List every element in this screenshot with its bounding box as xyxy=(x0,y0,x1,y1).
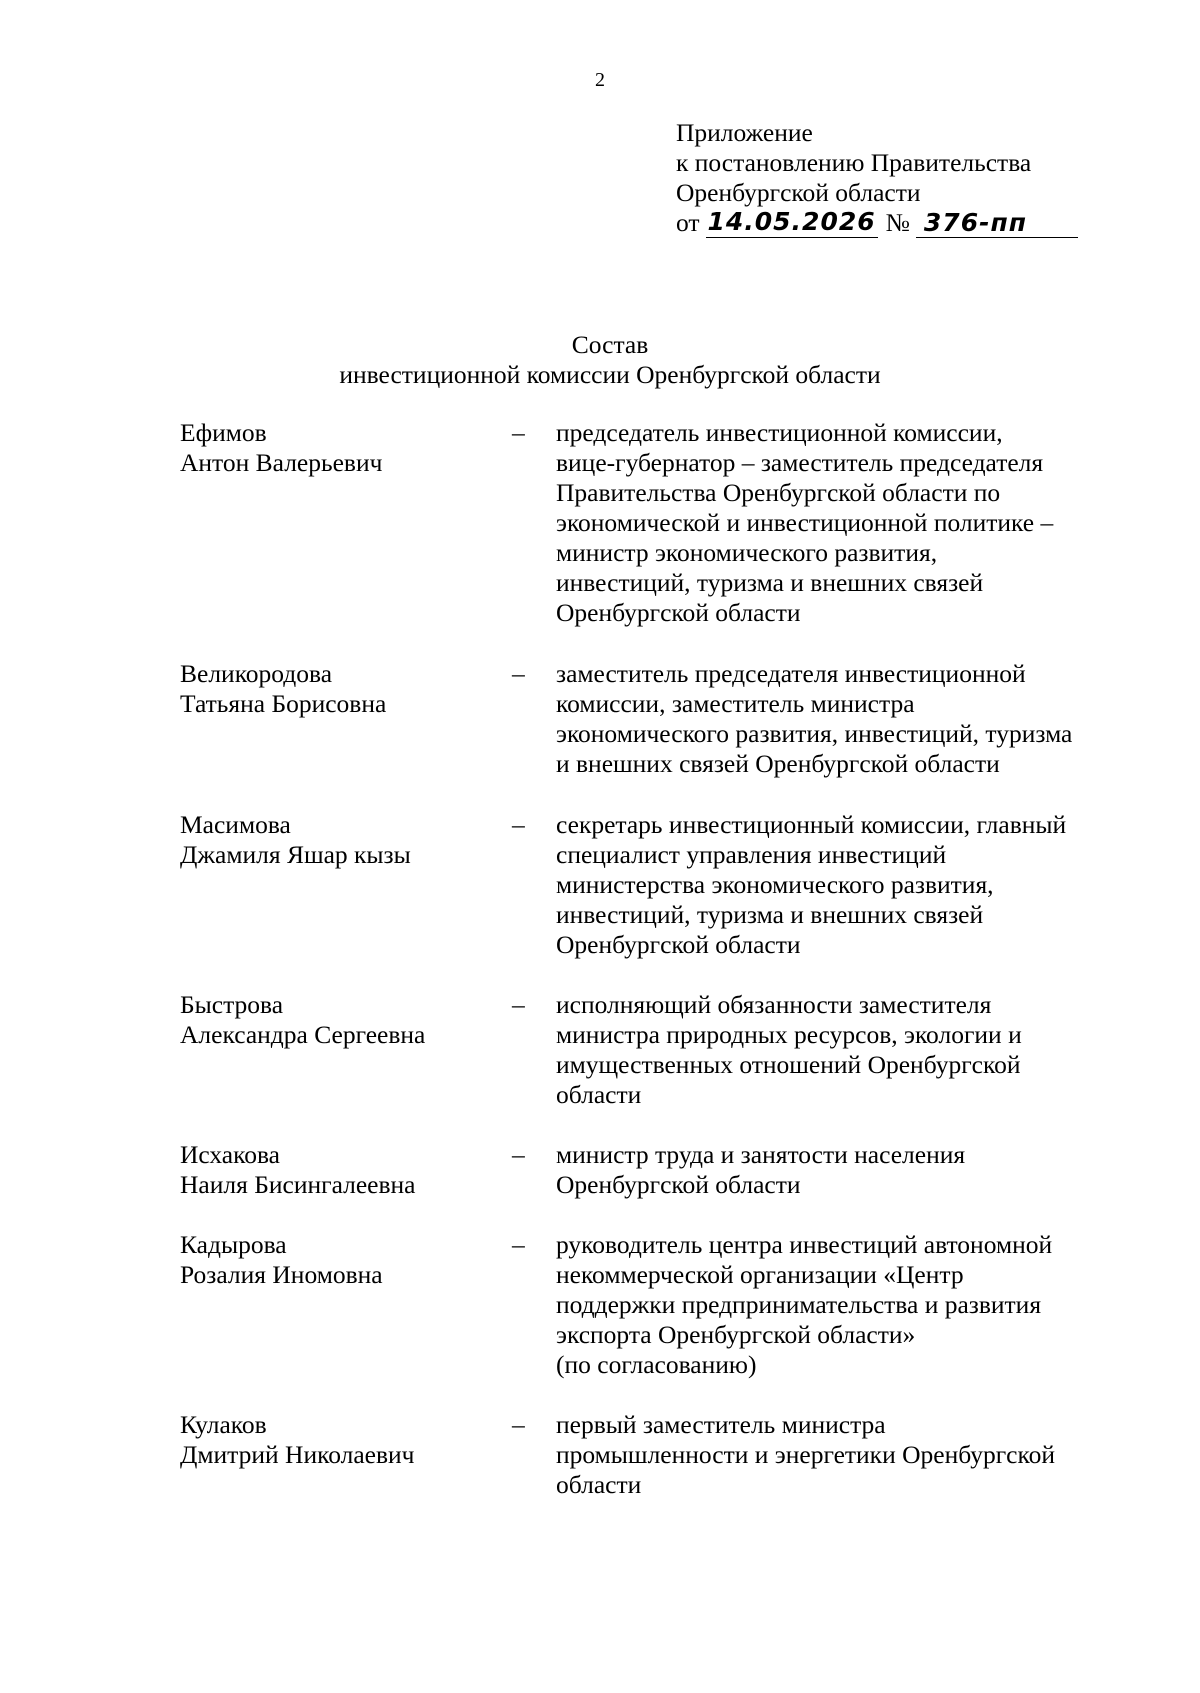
appendix-heading: Приложение xyxy=(676,118,813,147)
dash-separator: – xyxy=(512,1410,525,1439)
page-number: 2 xyxy=(595,69,605,91)
member-role: министр труда и занятости населения Оренбургской области xyxy=(556,1140,966,1199)
title-line-2: инвестиционной комиссии Оренбургской области xyxy=(339,360,881,389)
member-name xyxy=(180,418,500,478)
member-name xyxy=(180,990,500,1050)
dash-separator: – xyxy=(512,418,525,447)
appendix-region-line: Оренбургской области xyxy=(676,178,921,207)
member-surname: Кадырова xyxy=(180,1230,287,1259)
number-label: № xyxy=(885,208,910,237)
handwritten-number: 376-пп xyxy=(916,210,1078,238)
member-surname: Исхакова xyxy=(180,1140,280,1169)
member-surname: Великородова xyxy=(180,659,333,688)
dash-separator: – xyxy=(512,659,525,688)
member-given-name: Антон Валерьевич xyxy=(180,448,383,477)
dash-separator: – xyxy=(512,1140,525,1169)
member-name xyxy=(180,659,500,719)
member-given-name: Джамиля Яшар кызы xyxy=(180,840,411,869)
member-given-name: Наиля Бисингалеевна xyxy=(180,1170,416,1199)
member-role: секретарь инвестиционный комиссии, главный специалист управления инвестиций министерства экономического развития, инвестиций, туризма и внешних связей Оренбургской области xyxy=(556,810,1067,959)
member-role: первый заместитель министра промышленности и энергетики Оренбургской области xyxy=(556,1410,1055,1499)
member-role: председатель инвестиционной комиссии, вице-губернатор – заместитель председателя Правительства Оренбургской области по экономической и инвестиционной политике – министр экономического развития, инвестиций, туризма и внешних связей Оренбургской области xyxy=(556,418,1054,627)
member-name xyxy=(180,1410,500,1470)
member-given-name: Татьяна Борисовна xyxy=(180,689,387,718)
member-surname: Масимова xyxy=(180,810,291,839)
member-given-name: Дмитрий Николаевич xyxy=(180,1440,415,1469)
dash-separator: – xyxy=(512,990,525,1019)
member-name xyxy=(180,1230,500,1290)
member-role: руководитель центра инвестиций автономной некоммерческой организации «Центр поддержки предпринимательства и развития экспорта Оренбургской области» (по согласованию) xyxy=(556,1230,1053,1379)
member-role: исполняющий обязанности заместителя министра природных ресурсов, экологии и имущественных отношений Оренбургской области xyxy=(556,990,1022,1109)
member-surname: Ефимов xyxy=(180,418,267,447)
appendix-block xyxy=(676,118,1156,238)
member-given-name: Александра Сергеевна xyxy=(180,1020,426,1049)
member-given-name: Розалия Иномовна xyxy=(180,1260,383,1289)
member-name xyxy=(180,810,500,870)
title-line-1: Состав xyxy=(571,330,649,359)
member-surname: Кулаков xyxy=(180,1410,267,1439)
from-label: от xyxy=(676,208,700,237)
member-name xyxy=(180,1140,500,1200)
document-title xyxy=(0,330,1200,390)
resolution-date-number-line xyxy=(676,208,1156,238)
member-role: заместитель председателя инвестиционной комиссии, заместитель министра экономического развития, инвестиций, туризма и внешних связей Оренбургской области xyxy=(556,659,1073,778)
dash-separator: – xyxy=(512,810,525,839)
handwritten-date: 14.05.2026 xyxy=(707,207,876,236)
member-surname: Быстрова xyxy=(180,990,284,1019)
appendix-resolution-line: к постановлению Правительства xyxy=(676,148,1032,177)
dash-separator: – xyxy=(512,1230,525,1259)
